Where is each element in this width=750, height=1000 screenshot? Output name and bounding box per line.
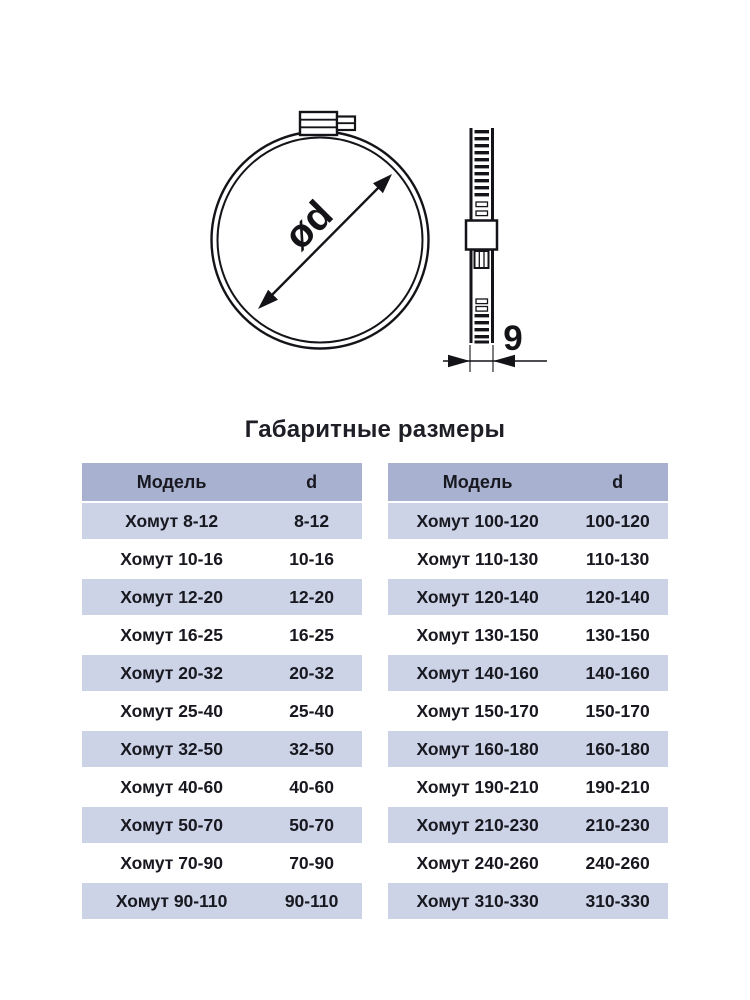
size-table-left xyxy=(82,461,362,921)
page-title: Габаритные размеры xyxy=(244,416,506,443)
diameter-cell: 110-130 xyxy=(567,541,668,577)
model-cell: Хомут 140-160 xyxy=(388,655,567,691)
model-cell: Хомут 310-330 xyxy=(388,883,567,919)
table-row xyxy=(82,769,362,805)
diameter-cell: 8-12 xyxy=(261,503,362,539)
clamp-front-view xyxy=(212,112,429,349)
table-row xyxy=(388,541,668,577)
table-row xyxy=(82,503,362,539)
diameter-cell: 20-32 xyxy=(261,655,362,691)
diameter-cell: 150-170 xyxy=(567,693,668,729)
diameter-cell: 240-260 xyxy=(567,845,668,881)
table-header-row xyxy=(82,463,362,501)
diameter-cell: 25-40 xyxy=(261,693,362,729)
model-cell: Хомут 8-12 xyxy=(82,503,261,539)
table-row xyxy=(82,541,362,577)
diameter-cell: 160-180 xyxy=(567,731,668,767)
width-label: 9 xyxy=(503,319,523,358)
diameter-cell: 12-20 xyxy=(261,579,362,615)
model-cell: Хомут 120-140 xyxy=(388,579,567,615)
table-row xyxy=(82,655,362,691)
table-row xyxy=(388,845,668,881)
model-cell: Хомут 190-210 xyxy=(388,769,567,805)
diameter-cell: 50-70 xyxy=(261,807,362,843)
side-screw-housing xyxy=(466,221,497,250)
model-column-header: Модель xyxy=(388,463,567,501)
model-cell: Хомут 70-90 xyxy=(82,845,261,881)
table-row xyxy=(82,807,362,843)
screw-shank xyxy=(475,251,489,268)
table-row xyxy=(388,883,668,919)
table-row xyxy=(388,731,668,767)
table-row xyxy=(388,655,668,691)
table-row xyxy=(82,693,362,729)
model-cell: Хомут 150-170 xyxy=(388,693,567,729)
diameter-cell: 90-110 xyxy=(261,883,362,919)
diameter-cell: 100-120 xyxy=(567,503,668,539)
worm-screw-housing xyxy=(300,112,355,135)
model-cell: Хомут 12-20 xyxy=(82,579,261,615)
diameter-cell: 40-60 xyxy=(261,769,362,805)
table-row xyxy=(388,807,668,843)
model-cell: Хомут 210-230 xyxy=(388,807,567,843)
table-row xyxy=(388,617,668,653)
table-row xyxy=(82,617,362,653)
model-cell: Хомут 100-120 xyxy=(388,503,567,539)
table-row xyxy=(82,579,362,615)
model-cell: Хомут 20-32 xyxy=(82,655,261,691)
table-header-row xyxy=(388,463,668,501)
diameter-cell: 70-90 xyxy=(261,845,362,881)
model-cell: Хомут 32-50 xyxy=(82,731,261,767)
diameter-cell: 16-25 xyxy=(261,617,362,653)
model-cell: Хомут 25-40 xyxy=(82,693,261,729)
model-cell: Хомут 50-70 xyxy=(82,807,261,843)
diameter-dimension-arrow xyxy=(258,174,392,309)
table-row xyxy=(388,769,668,805)
diameter-cell: 310-330 xyxy=(567,883,668,919)
table-row xyxy=(388,693,668,729)
model-cell: Хомут 110-130 xyxy=(388,541,567,577)
diameter-cell: 120-140 xyxy=(567,579,668,615)
model-column-header: Модель xyxy=(82,463,261,501)
diameter-cell: 130-150 xyxy=(567,617,668,653)
diameter-cell: 10-16 xyxy=(261,541,362,577)
diameter-cell: 140-160 xyxy=(567,655,668,691)
table-row xyxy=(82,731,362,767)
diameter-label: ød xyxy=(275,192,342,259)
width-dimension xyxy=(443,345,547,372)
table-row xyxy=(82,883,362,919)
table-row xyxy=(388,579,668,615)
clamp-side-view xyxy=(443,128,547,372)
model-cell: Хомут 40-60 xyxy=(82,769,261,805)
model-cell: Хомут 90-110 xyxy=(82,883,261,919)
model-cell: Хомут 130-150 xyxy=(388,617,567,653)
diameter-column-header: d xyxy=(261,463,362,501)
table-row xyxy=(388,503,668,539)
band-perforations-lower xyxy=(475,314,490,344)
table-row xyxy=(82,845,362,881)
model-cell: Хомут 16-25 xyxy=(82,617,261,653)
diameter-cell: 210-230 xyxy=(567,807,668,843)
size-table-right xyxy=(388,461,668,921)
diameter-column-header: d xyxy=(567,463,668,501)
band-perforations-upper xyxy=(475,130,490,196)
model-cell: Хомут 240-260 xyxy=(388,845,567,881)
diameter-cell: 190-210 xyxy=(567,769,668,805)
diameter-cell: 32-50 xyxy=(261,731,362,767)
model-cell: Хомут 160-180 xyxy=(388,731,567,767)
clamp-technical-drawing xyxy=(0,0,750,410)
model-cell: Хомут 10-16 xyxy=(82,541,261,577)
